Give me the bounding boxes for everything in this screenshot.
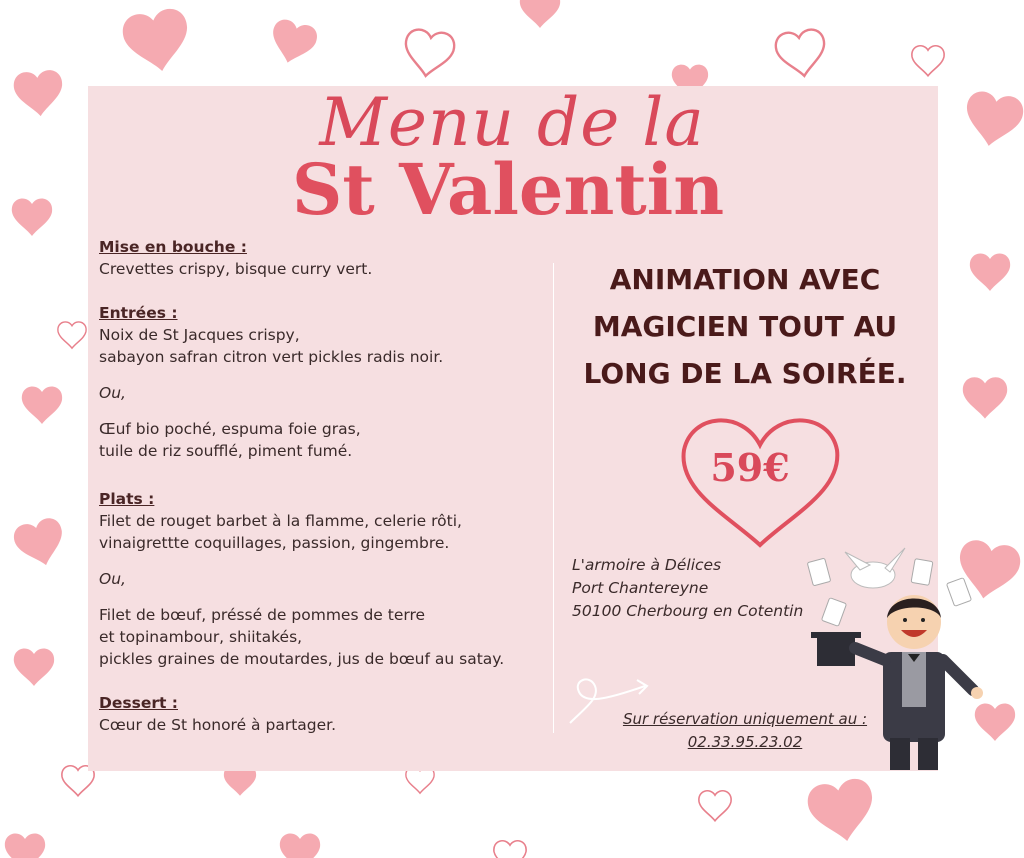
menu-item: vinaigrettte coquillages, passion, gingembre. (99, 534, 450, 552)
section-heading-mise-en-bouche: Mise en bouche : (99, 238, 247, 256)
address-line: Port Chantereyne (572, 579, 709, 597)
phone-number[interactable]: 02.33.95.23.02 (687, 733, 803, 751)
menu-item: sabayon safran citron vert pickles radis noir. (99, 348, 444, 366)
menu-item: Filet de bœuf, préssé de pommes de terre (99, 606, 426, 624)
menu-item: pickles graines de moutardes, jus de bœuf au satay. (99, 650, 505, 668)
menu-separator: Ou, (99, 570, 126, 588)
dove-icon (845, 548, 905, 588)
reservation-label: Sur réservation uniquement au : (622, 710, 868, 728)
title-line-1: Menu de la (319, 84, 705, 161)
menu-item: Filet de rouget barbet à la flamme, celerie rôti, (99, 512, 462, 530)
menu-item: tuile de riz soufflé, piment fumé. (99, 442, 353, 460)
title-line-2: St Valentin (291, 148, 725, 231)
menu-item: et topinambour, shiitakés, (99, 628, 303, 646)
animation-line: LONG DE LA SOIRÉE. (583, 357, 907, 390)
menu-item: Œuf bio poché, espuma foie gras, (99, 420, 361, 438)
animation-line: MAGICIEN TOUT AU (592, 310, 898, 343)
address-line: 50100 Cherbourg en Cotentin (572, 602, 804, 620)
section-heading-plats: Plats : (99, 490, 155, 508)
section-heading-entrees: Entrées : (99, 304, 178, 322)
address-line: L'armoire à Délices (572, 556, 722, 574)
menu-item: Noix de St Jacques crispy, (99, 326, 300, 344)
menu-separator: Ou, (99, 384, 126, 402)
menu-item: Cœur de St honoré à partager. (99, 716, 337, 734)
animation-announcement (560, 256, 930, 397)
menu-item: Crevettes crispy, bisque curry vert. (99, 260, 373, 278)
magician-icon (805, 540, 985, 775)
section-heading-dessert: Dessert : (99, 694, 178, 712)
column-divider (553, 263, 554, 733)
price-label: 59€ (710, 445, 790, 490)
menu-list (99, 236, 549, 736)
address-block (572, 554, 803, 623)
animation-line: ANIMATION AVEC (609, 263, 881, 296)
